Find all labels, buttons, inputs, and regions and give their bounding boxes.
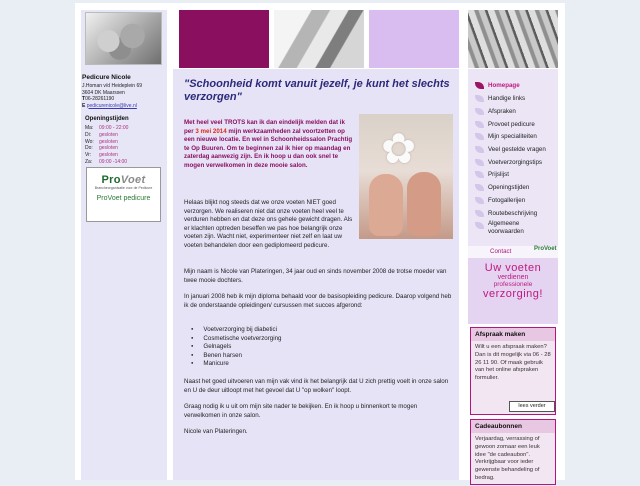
box-text: Wilt u een afspraak maken? Dan is dit mogelijk via 06 - 28 26 11 90. Of maak gebruik van het online afspraken formulier. <box>475 344 551 382</box>
box-title: Afspraak maken <box>471 328 555 341</box>
feet-photo-top <box>468 10 558 68</box>
nav-item-openingstijden[interactable]: Openingstijden <box>488 184 530 191</box>
provoet-name: ProVoet pedicure <box>96 195 151 202</box>
nav-item-vragen[interactable]: Veel gestelde vragen <box>488 146 546 153</box>
hours-row: Wo: gesloten <box>85 138 118 145</box>
feather-icon <box>475 184 484 191</box>
address-line: J.Homan v/d Heideplein 69 <box>82 83 143 89</box>
nav-item-fotogallerijen[interactable]: Fotogallerijen <box>488 197 526 204</box>
promo-banner <box>468 258 558 324</box>
feet-lily-photo <box>359 114 453 239</box>
lily-flower: ✿ <box>381 125 417 172</box>
hours-row: Ma: 09:00 - 22:00 <box>85 125 129 131</box>
paragraph: Mijn naam is Nicole van Plateringen, 34 jaar oud en sinds november 2008 de trotse moeder van twee mooie dochters. <box>184 268 447 284</box>
paragraph: In januari 2008 heb ik mijn diploma behaald voor de basisopleiding pedicure. Daarop volgend heb ik de onderstaande opleidingen/ cursussen met succes afgerond: <box>184 293 452 309</box>
contact-bar <box>468 246 558 258</box>
feather-icon <box>475 171 484 178</box>
intro-announcement: Met heel veel TROTS kan ik dan eindelijk melden dat ik per 3 mei 2014 mijn werkzaamheden zal voortzetten op een nieuwe locatie. En wel in Schoonheidssalon Prachtig te Op Buuren. Om te beginnen zal ik hier op maandag en zaterdag aanwezig zijn. En ik hoop u dan ook snel te mogen verwelkomen in deze mooie salon. <box>184 119 353 169</box>
signature-text: Nicole van Plateringen. <box>184 428 248 435</box>
paragraph: Helaas blijkt nog steeds dat we onze voeten NIET goed verzorgen. We realiseren niet dat onze voeten heel veel te verduren hebben en dat deze ons gehele gewicht dragen. Als er klachten optreden beseffen we pas hoe belangrijk onze voeten zijn. Wacht niet, experimenteer niet zelf en laat uw voeten behandelen door een gediplomeerd pedicure. <box>184 199 353 249</box>
main-nav <box>468 69 558 247</box>
list-item: ● Gelnagels <box>201 343 282 352</box>
nav-item-specialiteiten[interactable]: Mijn specialiteiten <box>488 133 537 140</box>
hours-row: Vr: gesloten <box>85 152 118 159</box>
feather-icon <box>475 222 484 229</box>
feather-icon <box>475 121 484 128</box>
feather-icon <box>475 108 484 115</box>
list-item: ● Manicure <box>201 360 282 369</box>
hands-photo <box>85 12 162 65</box>
business-name: Pedicure Nicole <box>82 74 131 81</box>
hours-title: Openingstijden <box>85 116 129 122</box>
feather-icon <box>475 82 484 89</box>
nav-item-afspraken[interactable]: Afspraken <box>488 108 516 115</box>
hours-row: Za: 09:00 -14:00 <box>85 158 128 165</box>
left-sidebar <box>81 10 167 480</box>
email-line: E pedicurenicole@live.nl <box>82 102 137 109</box>
foot-left <box>369 174 403 236</box>
phone-line: T06-28261190 <box>82 96 115 102</box>
read-more-button[interactable]: lees verder <box>509 401 555 412</box>
banner-pedicure-photo <box>274 10 364 68</box>
provoet-tagline: Brancheorganisatie voor de Pedicure <box>94 186 153 190</box>
nav-item-tips[interactable]: Voetverzorgingstips <box>488 159 542 166</box>
feather-icon <box>475 95 484 102</box>
promo-line: verzorging! <box>483 288 543 300</box>
feather-icon <box>475 197 484 204</box>
nav-item-prijslijst[interactable]: Prijslijst <box>488 171 509 178</box>
page-container <box>75 3 565 480</box>
promo-line: professionele <box>493 281 533 288</box>
nav-item-routebeschrijving[interactable]: Routebeschrijving <box>488 210 538 217</box>
box-title: Cadeaubonnen <box>471 420 555 433</box>
hours-row: Do: gesloten <box>85 145 118 152</box>
box-text: Verjaardag, verrassing of gewoon zomaar een leuk idee "de cadeaubon". Verkrijgbaar voor ieder gewenste behandeling of bedrag. <box>475 436 540 481</box>
hours-list <box>85 125 128 166</box>
foot-right <box>407 172 441 236</box>
provoet-mini-logo: ProVoet <box>534 246 557 252</box>
page-headline: "Schoonheid komt vanuit jezelf, je kunt het slechts verzorgen" <box>184 78 450 103</box>
promo-line: Uw voeten <box>484 262 542 274</box>
provoet-logo: ProVoet <box>101 174 146 186</box>
provoet-banner[interactable] <box>86 167 161 222</box>
address-block <box>82 83 142 109</box>
list-item: ● Voetverzorging bij diabetici <box>201 326 282 335</box>
paragraph: Naast het goed uitvoeren van mijn vak vind ik het belangrijk dat U zich prettig voelt in onze salon en U de deur uitloopt met het gevoel dat U "op wolken" loopt. <box>184 378 449 394</box>
contact-link[interactable]: Contact <box>490 248 512 255</box>
feather-icon <box>475 210 484 217</box>
banner-block-lilac <box>369 10 459 68</box>
nav-item-voorwaarden[interactable]: Algemeene <box>488 220 520 227</box>
promo-line: verdienen <box>497 274 529 281</box>
intro-date: 3 mei 2014 <box>195 127 227 135</box>
main-content <box>173 69 459 480</box>
list-item: ● Benen harsen <box>201 352 282 361</box>
email-link[interactable]: pedicurenicole@live.nl <box>86 102 137 109</box>
hours-row: Di: gesloten <box>85 131 118 138</box>
courses-list <box>201 326 282 369</box>
nav-item-voorwaarden-line2[interactable]: voorwaarden <box>488 228 524 235</box>
nav-item-provoet[interactable]: Provoet pedicure <box>488 121 535 128</box>
afspraak-box <box>470 327 556 415</box>
nav-item-handige-links[interactable]: Handige links <box>488 95 526 102</box>
cadeau-box <box>470 419 556 485</box>
address-line: 3604 DK Maarssen <box>82 89 125 96</box>
list-item: ● Cosmetische voetverzorging <box>201 335 282 344</box>
feather-icon <box>475 146 484 153</box>
banner-block-magenta <box>179 10 269 68</box>
nav-item-homepage[interactable]: Homepage <box>488 82 520 89</box>
header-banner <box>179 10 459 68</box>
feather-icon <box>475 159 484 166</box>
paragraph: Graag nodig ik u uit om mijn site nader te bekijken. En ik hoop u binnenkort te mogen verwelkomen in onze salon. <box>184 403 418 419</box>
feather-icon <box>475 133 484 140</box>
